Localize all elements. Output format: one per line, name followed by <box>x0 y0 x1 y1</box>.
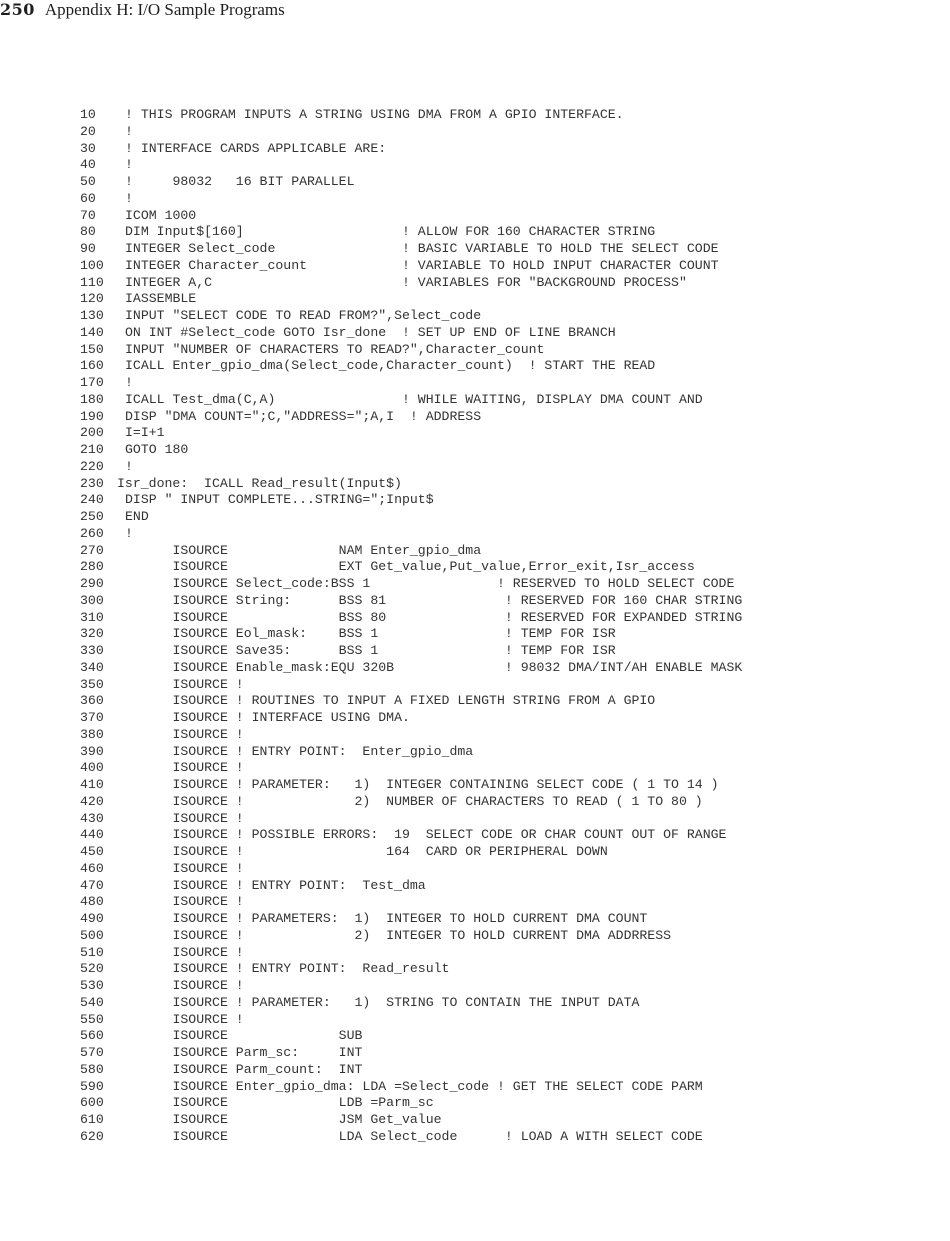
line-number: 90 <box>80 241 96 256</box>
code-line <box>0 141 950 158</box>
code-line <box>0 1012 950 1029</box>
line-number: 150 <box>80 341 104 357</box>
line-number: 250 <box>80 509 104 524</box>
code-line <box>0 593 950 610</box>
line-text: ! INTERFACE CARDS APPLICABLE ARE: <box>125 140 387 156</box>
line-text: ISOURCE ! PARAMETER: 1) INTEGER CONTAINING SELECT CODE ( 1 TO 14 ) <box>125 777 719 792</box>
code-line <box>0 342 950 359</box>
line-number: 110 <box>80 274 104 290</box>
line-number: 290 <box>80 576 104 591</box>
line-text: ISOURCE ! <box>125 676 244 692</box>
code-line <box>0 660 950 677</box>
line-number: 100 <box>80 257 104 273</box>
line-text: ISOURCE ! POSSIBLE ERRORS: 19 SELECT CODE OR CHAR COUNT OUT OF RANGE <box>125 827 727 843</box>
line-text: ISOURCE ! <box>125 1011 244 1027</box>
line-text: ISOURCE Enable_mask:EQU 320B ! 98032 DMA/INT/AH ENABLE MASK <box>125 659 743 675</box>
code-line <box>0 275 950 292</box>
line-text: I=I+1 <box>125 425 165 441</box>
line-number: 610 <box>80 1112 104 1127</box>
line-text: ISOURCE ! <box>125 810 244 826</box>
line-text: INPUT "NUMBER OF CHARACTERS TO READ?",Character_count <box>125 341 545 357</box>
line-number: 260 <box>80 525 104 541</box>
line-text: ISOURCE ! 2) NUMBER OF CHARACTERS TO READ ( 1 TO 80 ) <box>125 793 703 809</box>
line-number: 320 <box>80 626 104 642</box>
line-number: 530 <box>80 978 104 993</box>
line-number: 300 <box>80 592 104 608</box>
code-line <box>0 1028 950 1045</box>
code-line <box>0 258 950 275</box>
code-line <box>0 911 950 928</box>
code-line <box>0 945 950 962</box>
line-number: 160 <box>80 358 104 374</box>
line-number: 480 <box>80 894 104 910</box>
line-number: 370 <box>80 710 104 725</box>
code-line <box>0 392 950 409</box>
line-text: END <box>125 509 149 524</box>
line-number: 200 <box>80 425 104 441</box>
line-text: ISOURCE ! PARAMETER: 1) STRING TO CONTAIN THE INPUT DATA <box>125 994 640 1010</box>
line-text: ISOURCE ! PARAMETERS: 1) INTEGER TO HOLD CURRENT DMA COUNT <box>125 911 648 926</box>
line-number: 450 <box>80 844 104 859</box>
code-line <box>0 1062 950 1079</box>
line-number: 510 <box>80 944 104 960</box>
line-number: 340 <box>80 659 104 675</box>
code-line <box>0 241 950 258</box>
line-text: ISOURCE ! <box>125 944 244 960</box>
code-line <box>0 844 950 861</box>
code-line <box>0 576 950 593</box>
code-line <box>0 643 950 660</box>
code-line <box>0 710 950 727</box>
line-number: 540 <box>80 994 104 1010</box>
line-number: 470 <box>80 877 104 893</box>
line-text: ISOURCE BSS 80 ! RESERVED FOR EXPANDED STRING <box>125 609 743 625</box>
line-number: 20 <box>80 123 96 139</box>
line-number: 210 <box>80 442 104 457</box>
line-number: 460 <box>80 860 104 876</box>
line-text: ! <box>125 157 133 173</box>
code-line <box>0 559 950 576</box>
code-line <box>0 894 950 911</box>
line-text: ISOURCE LDA Select_code ! LOAD A WITH SELECT CODE <box>125 1128 703 1144</box>
code-line <box>0 442 950 459</box>
line-number: 420 <box>80 793 104 809</box>
code-line <box>0 693 950 710</box>
line-text: ISOURCE Enter_gpio_dma: LDA =Select_code ! GET THE SELECT CODE PARM <box>125 1078 703 1094</box>
code-line <box>0 1095 950 1112</box>
code-line <box>0 777 950 794</box>
line-text: ISOURCE Parm_sc: INT <box>125 1045 363 1060</box>
code-line <box>0 861 950 878</box>
line-text: INPUT "SELECT CODE TO READ FROM?",Select_code <box>125 308 482 323</box>
line-text: ISOURCE LDB =Parm_sc <box>125 1095 434 1111</box>
line-number: 180 <box>80 391 104 407</box>
page-header <box>0 0 285 20</box>
code-line <box>0 727 950 744</box>
line-text: ISOURCE EXT Get_value,Put_value,Error_exit,Isr_access <box>125 559 695 575</box>
line-number: 490 <box>80 911 104 926</box>
line-text: ISOURCE ! ENTRY POINT: Test_dma <box>125 877 426 893</box>
line-number: 620 <box>80 1128 104 1144</box>
line-number: 270 <box>80 542 104 558</box>
code-line <box>0 878 950 895</box>
line-number: 390 <box>80 743 104 759</box>
line-text: DIM Input$[160] ! ALLOW FOR 160 CHARACTER STRING <box>125 224 656 240</box>
line-number: 570 <box>80 1045 104 1060</box>
code-line <box>0 191 950 208</box>
line-number: 400 <box>80 760 104 776</box>
line-number: 120 <box>80 291 104 307</box>
line-number: 520 <box>80 961 104 977</box>
line-number: 500 <box>80 927 104 943</box>
line-text: ! 98032 16 BIT PARALLEL <box>125 174 355 189</box>
code-line <box>0 526 950 543</box>
line-text: ISOURCE ! INTERFACE USING DMA. <box>125 710 410 725</box>
line-text: ! <box>125 525 133 541</box>
line-text: ! <box>125 375 133 390</box>
line-text: DISP "DMA COUNT=";C,"ADDRESS=";A,I ! ADDRESS <box>125 408 482 424</box>
code-line <box>0 325 950 342</box>
code-line <box>0 308 950 325</box>
line-text: IASSEMBLE <box>125 291 197 307</box>
line-number: 10 <box>80 107 96 122</box>
code-line <box>0 509 950 526</box>
line-text: ISOURCE ! <box>125 978 244 993</box>
code-line <box>0 811 950 828</box>
line-number: 80 <box>80 224 96 240</box>
line-text: ISOURCE ! <box>125 860 244 876</box>
code-line <box>0 1129 950 1146</box>
line-number: 140 <box>80 324 104 340</box>
code-line <box>0 492 950 509</box>
line-number: 130 <box>80 308 104 323</box>
line-text: ISOURCE NAM Enter_gpio_dma <box>125 542 482 558</box>
code-line <box>0 224 950 241</box>
line-number: 350 <box>80 676 104 692</box>
line-number: 60 <box>80 190 96 206</box>
code-line <box>0 961 950 978</box>
line-text: INTEGER A,C ! VARIABLES FOR "BACKGROUND PROCESS" <box>125 274 687 290</box>
line-number: 410 <box>80 777 104 792</box>
code-line <box>0 744 950 761</box>
line-text: ISOURCE Eol_mask: BSS 1 ! TEMP FOR ISR <box>125 626 616 642</box>
line-text: ON INT #Select_code GOTO Isr_done ! SET UP END OF LINE BRANCH <box>125 324 616 340</box>
line-number: 330 <box>80 643 104 658</box>
line-text: INTEGER Select_code ! BASIC VARIABLE TO HOLD THE SELECT CODE <box>125 241 719 256</box>
line-number: 220 <box>80 458 104 474</box>
line-number: 40 <box>80 157 96 173</box>
code-line <box>0 677 950 694</box>
line-text: ISOURCE ! ENTRY POINT: Read_result <box>125 961 450 977</box>
line-number: 590 <box>80 1078 104 1094</box>
line-number: 360 <box>80 693 104 709</box>
line-number: 310 <box>80 609 104 625</box>
line-text: ISOURCE ! 2) INTEGER TO HOLD CURRENT DMA ADDRRESS <box>125 927 672 943</box>
line-number: 190 <box>80 408 104 424</box>
line-number: 280 <box>80 559 104 575</box>
line-number: 550 <box>80 1011 104 1027</box>
line-number: 600 <box>80 1095 104 1111</box>
code-line <box>0 425 950 442</box>
code-line <box>0 1045 950 1062</box>
code-line <box>0 107 950 124</box>
program-listing <box>0 107 950 1146</box>
line-number: 170 <box>80 375 104 390</box>
line-text: ! <box>125 123 133 139</box>
code-line <box>0 794 950 811</box>
line-text: ISOURCE Select_code:BSS 1 ! RESERVED TO HOLD SELECT CODE <box>125 576 735 591</box>
line-number: 580 <box>80 1061 104 1077</box>
line-text: ISOURCE SUB <box>125 1028 363 1044</box>
code-line <box>0 124 950 141</box>
line-text: DISP " INPUT COMPLETE...STRING=";Input$ <box>125 492 434 508</box>
code-line <box>0 827 950 844</box>
code-line <box>0 157 950 174</box>
line-text: ISOURCE Save35: BSS 1 ! TEMP FOR ISR <box>125 643 616 658</box>
code-line <box>0 291 950 308</box>
line-text: ICOM 1000 <box>125 207 197 223</box>
line-number: 230 <box>80 475 104 491</box>
line-text: ! <box>125 458 133 474</box>
code-line <box>0 543 950 560</box>
code-line <box>0 626 950 643</box>
line-number: 50 <box>80 174 96 189</box>
line-number: 380 <box>80 726 104 742</box>
line-text: ! <box>125 190 133 206</box>
code-line <box>0 610 950 627</box>
code-line <box>0 1112 950 1129</box>
line-text: ISOURCE JSM Get_value <box>125 1112 442 1127</box>
page-title: Appendix H: I/O Sample Programs <box>44 0 285 19</box>
line-text: ISOURCE ! <box>125 760 244 776</box>
code-line <box>0 459 950 476</box>
code-line <box>0 358 950 375</box>
line-text: ISOURCE String: BSS 81 ! RESERVED FOR 160 CHAR STRING <box>125 592 743 608</box>
line-text: ISOURCE ! ENTRY POINT: Enter_gpio_dma <box>125 743 474 759</box>
line-text: ISOURCE ! <box>125 726 244 742</box>
line-number: 440 <box>80 827 104 843</box>
line-number: 70 <box>80 207 96 223</box>
line-number: 560 <box>80 1028 104 1044</box>
code-line <box>0 174 950 191</box>
line-text: ISOURCE ! ROUTINES TO INPUT A FIXED LENGTH STRING FROM A GPIO <box>125 693 656 709</box>
page-number: 250 <box>0 0 35 19</box>
code-line <box>0 995 950 1012</box>
code-line <box>0 409 950 426</box>
line-text: ISOURCE Parm_count: INT <box>125 1061 363 1077</box>
code-line <box>0 208 950 225</box>
line-text: ISOURCE ! 164 CARD OR PERIPHERAL DOWN <box>125 844 608 859</box>
line-text: Isr_done: ICALL Read_result(Input$) <box>117 475 402 491</box>
code-line <box>0 375 950 392</box>
code-line <box>0 760 950 777</box>
line-text: ISOURCE ! <box>125 894 244 910</box>
line-text: ! THIS PROGRAM INPUTS A STRING USING DMA FROM A GPIO INTERFACE. <box>125 107 624 122</box>
line-text: ICALL Enter_gpio_dma(Select_code,Character_count) ! START THE READ <box>125 358 656 374</box>
code-line <box>0 978 950 995</box>
line-number: 240 <box>80 492 104 508</box>
line-text: INTEGER Character_count ! VARIABLE TO HOLD INPUT CHARACTER COUNT <box>125 257 719 273</box>
line-text: ICALL Test_dma(C,A) ! WHILE WAITING, DISPLAY DMA COUNT AND <box>125 391 703 407</box>
code-line <box>0 1079 950 1096</box>
line-text: GOTO 180 <box>125 442 189 457</box>
line-number: 430 <box>80 810 104 826</box>
line-number: 30 <box>80 140 96 156</box>
code-line <box>0 476 950 493</box>
code-line <box>0 928 950 945</box>
